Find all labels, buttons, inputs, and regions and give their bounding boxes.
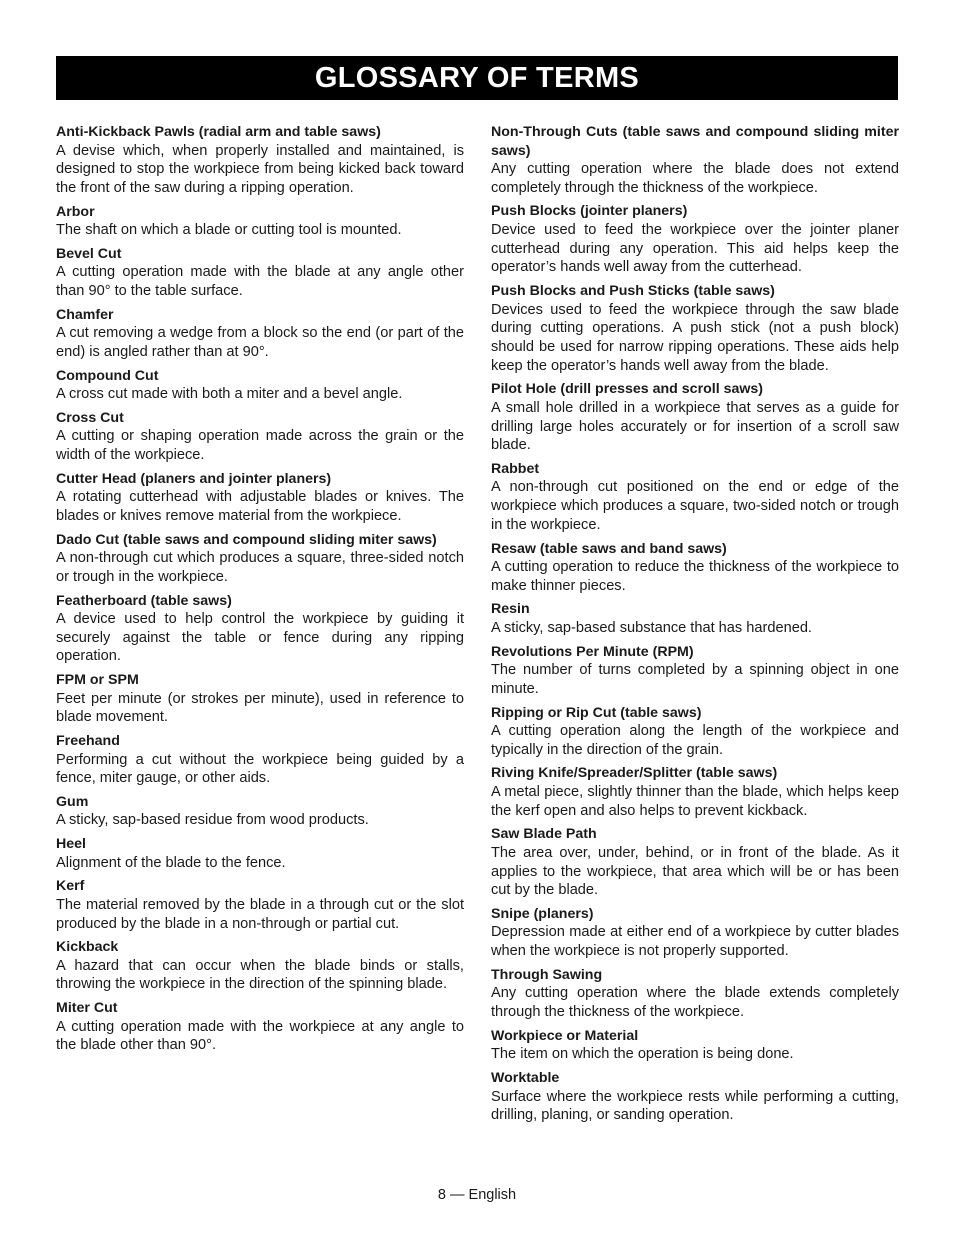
glossary-term: Chamfer: [56, 306, 114, 323]
glossary-term: Worktable: [491, 1070, 560, 1086]
glossary-entry: [491, 460, 899, 535]
glossary-definition: Any cutting operation where the blade does not extend completely through the thickness of the workpiece.: [491, 161, 899, 196]
glossary-definition: Surface where the workpiece rests while performing a cutting, drilling, planing, or sanding operation.: [491, 1088, 899, 1124]
glossary-entry: [56, 531, 464, 587]
glossary-term: Kerf: [56, 878, 85, 895]
glossary-term: Arbor: [56, 203, 95, 220]
glossary-definition: A cut removing a wedge from a block so the end (or part of the end) is angled rather than at 90°.: [56, 325, 464, 360]
glossary-entry: [56, 999, 464, 1055]
glossary-definition: A rotating cutterhead with adjustable blades or knives. The blades or knives remove material from the workpiece.: [56, 489, 464, 524]
glossary-definition: A devise which, when properly installed and maintained, is designed to stop the workpiece from being kicked back toward the front of the saw during a ripping operation.: [56, 142, 464, 196]
glossary-entry: [491, 1027, 899, 1064]
glossary-term: Heel: [56, 836, 86, 853]
glossary-definition: The number of turns completed by a spinning object in one minute.: [491, 662, 899, 697]
glossary-definition: A non-through cut positioned on the end or edge of the workpiece which produces a square, two-sided notch or trough in the workpiece.: [491, 479, 899, 533]
glossary-term: Gum: [56, 793, 89, 810]
glossary-entry: [56, 409, 464, 465]
glossary-entry: [56, 877, 464, 933]
glossary-term: Dado Cut (table saws and compound sliding miter saws): [56, 531, 437, 548]
glossary-term: Pilot Hole (drill presses and scroll saws): [491, 381, 764, 398]
glossary-entry: [56, 123, 464, 198]
glossary-entry: [56, 203, 464, 240]
glossary-definition: A cutting or shaping operation made across the grain or the width of the workpiece.: [56, 428, 464, 464]
glossary-entry: [56, 938, 464, 994]
glossary-term: Rabbet: [491, 460, 540, 477]
glossary-right-column: [491, 123, 899, 1130]
glossary-definition: A cutting operation to reduce the thickness of the workpiece to make thinner pieces.: [491, 559, 899, 594]
glossary-entry: [56, 470, 464, 526]
glossary-entry: [491, 202, 899, 277]
glossary-definition: A cross cut made with both a miter and a bevel angle.: [56, 386, 403, 403]
glossary-definition: The area over, under, behind, or in front of the blade. As it applies to the workpiece, that area which will be or has been cut by the blade.: [491, 844, 899, 899]
glossary-term: Anti-Kickback Pawls (radial arm and table saws): [56, 124, 381, 140]
glossary-term: Revolutions Per Minute (RPM): [491, 643, 694, 660]
glossary-definition: The material removed by the blade in a through cut or the slot produced by the blade in a non-through or partial cut.: [56, 896, 464, 932]
glossary-definition: A non-through cut which produces a square, three-sided notch or trough in the workpiece.: [56, 550, 464, 585]
glossary-term: Bevel Cut: [56, 245, 122, 262]
glossary-entry: [491, 966, 899, 1022]
glossary-definition: Depression made at either end of a workpiece by cutter blades when the workpiece is not properly supported.: [491, 924, 899, 960]
glossary-definition: A cutting operation made with the workpiece at any angle to the blade other than 90°.: [56, 1018, 464, 1054]
glossary-definition: Devices used to feed the workpiece through the saw blade during cutting operations. A push stick (not a push block) should be used for narrow ripping operations. These aids help keep the operator’s hands well away from the blade.: [491, 301, 899, 374]
glossary-entry: [491, 825, 899, 900]
glossary-entry: [491, 905, 899, 961]
glossary-entry: [491, 540, 899, 596]
glossary-definition: A metal piece, slightly thinner than the blade, which helps keep the kerf open and also helps to prevent kickback.: [491, 783, 899, 819]
glossary-definition: Any cutting operation where the blade extends completely through the thickness of the workpiece.: [491, 985, 899, 1021]
glossary-term: Ripping or Rip Cut (table saws): [491, 704, 702, 721]
glossary-entry: [56, 245, 464, 301]
glossary-entry: [56, 671, 464, 727]
glossary-term: FPM or SPM: [56, 672, 139, 689]
glossary-entry: [491, 123, 899, 197]
glossary-entry: [56, 835, 464, 872]
glossary-term: Kickback: [56, 939, 119, 956]
glossary-definition: The shaft on which a blade or cutting tool is mounted.: [56, 222, 402, 239]
page-title: GLOSSARY OF TERMS: [56, 56, 898, 100]
glossary-definition: A small hole drilled in a workpiece that serves as a guide for drilling large holes accurately or for insertion of a scroll saw blade.: [491, 399, 899, 454]
glossary-definition: A cutting operation along the length of the workpiece and typically in the direction of the grain.: [491, 723, 899, 758]
glossary-entry: [491, 600, 899, 637]
glossary-entry: [56, 732, 464, 788]
glossary-term: Through Sawing: [491, 966, 603, 983]
glossary-entry: [491, 643, 899, 699]
glossary-entry: [491, 1069, 899, 1125]
glossary-definition: Alignment of the blade to the fence.: [56, 854, 286, 871]
glossary-left-column: [56, 123, 464, 1060]
glossary-entry: [56, 367, 464, 404]
glossary-entry: [56, 793, 464, 830]
glossary-entry: [491, 704, 899, 760]
glossary-definition: A cutting operation made with the blade at any angle other than 90° to the table surface.: [56, 264, 464, 300]
glossary-definition: Device used to feed the workpiece over the jointer planer cutterhead during any operation. This aid helps keep the operator’s hands well away from the cutterhead.: [491, 221, 899, 276]
glossary-entry: [56, 592, 464, 667]
glossary-term: Riving Knife/Spreader/Splitter (table saws): [491, 765, 778, 782]
glossary-term: Freehand: [56, 733, 120, 750]
glossary-term: Resin: [491, 601, 530, 618]
glossary-term: Saw Blade Path: [491, 826, 597, 843]
glossary-definition: A hazard that can occur when the blade binds or stalls, throwing the workpiece in the direction of the spinning blade.: [56, 957, 464, 993]
glossary-term: Cutter Head (planers and jointer planers): [56, 470, 332, 487]
glossary-term: Push Blocks and Push Sticks (table saws): [491, 283, 775, 300]
glossary-term: Non-Through Cuts (table saws and compound sliding miter saws): [491, 124, 899, 159]
page-footer: 8 — English: [437, 1187, 517, 1203]
glossary-definition: The item on which the operation is being done.: [491, 1046, 794, 1063]
glossary-term: Push Blocks (jointer planers): [491, 203, 688, 220]
glossary-entry: [491, 764, 899, 820]
glossary-term: Cross Cut: [56, 409, 124, 426]
glossary-term: Featherboard (table saws): [56, 592, 232, 609]
glossary-definition: A sticky, sap-based substance that has hardened.: [491, 619, 812, 636]
glossary-term: Compound Cut: [56, 367, 159, 384]
glossary-entry: [491, 380, 899, 455]
glossary-term: Snipe (planers): [491, 905, 594, 922]
glossary-term: Resaw (table saws and band saws): [491, 540, 727, 557]
glossary-definition: A sticky, sap-based residue from wood products.: [56, 812, 369, 829]
glossary-term: Workpiece or Material: [491, 1027, 639, 1044]
glossary-definition: A device used to help control the workpiece by guiding it securely against the table or fence during any ripping operation.: [56, 611, 464, 665]
glossary-entry: [491, 282, 899, 375]
glossary-term: Miter Cut: [56, 1000, 118, 1017]
glossary-definition: Feet per minute (or strokes per minute), used in reference to blade movement.: [56, 690, 464, 726]
glossary-entry: [56, 306, 464, 362]
glossary-definition: Performing a cut without the workpiece being guided by a fence, miter gauge, or other aids.: [56, 751, 464, 787]
